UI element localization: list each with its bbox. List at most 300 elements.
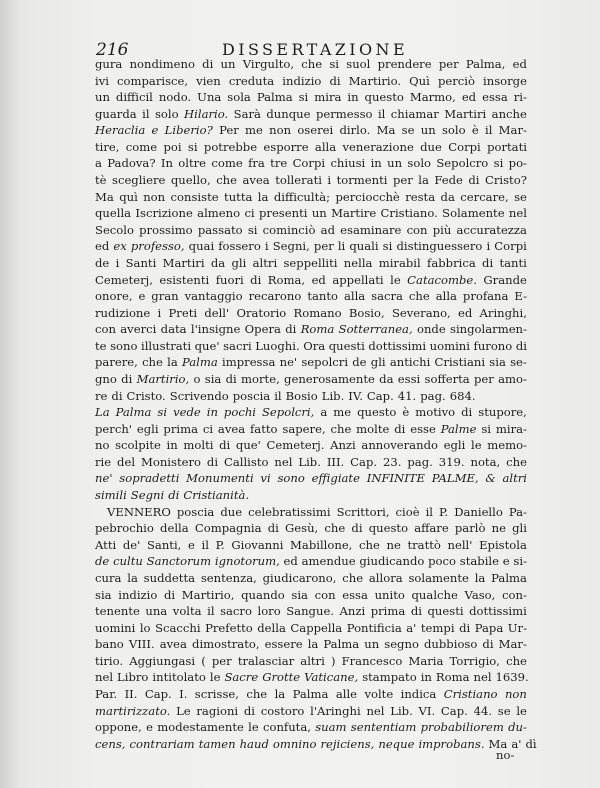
word: P. (439, 504, 449, 519)
word: per (392, 173, 413, 188)
word: Aggiungasi (129, 653, 196, 668)
word: VIII. (128, 637, 155, 652)
italic-word: Cristianità. (183, 488, 250, 503)
word: Padova? (107, 156, 156, 171)
word: Compagnia (194, 521, 262, 536)
word: i (264, 239, 269, 254)
word: segno (384, 637, 419, 652)
word: parlò (454, 521, 486, 536)
word: ivi (95, 73, 109, 88)
word: un (220, 57, 236, 71)
word: da (379, 371, 394, 386)
word: Roma, (267, 272, 306, 287)
word: Daniello (454, 504, 503, 519)
italic-word: contrariam (129, 736, 195, 751)
word: questo (368, 521, 409, 536)
word: poscia (176, 504, 215, 519)
word: che (301, 57, 323, 71)
word: perch' (95, 421, 132, 436)
word: furono (473, 338, 513, 353)
word: in (420, 670, 432, 685)
word: amendue (301, 554, 356, 569)
word: volte (364, 686, 394, 701)
word: quella (95, 206, 132, 221)
word: Una (197, 90, 222, 105)
word: chiusi (330, 156, 366, 171)
word: Corpi (494, 239, 527, 254)
word: esse (410, 421, 436, 436)
text-line (95, 371, 527, 388)
word: Giovanni (231, 537, 284, 552)
word: che (246, 686, 268, 701)
word: sentenza, (200, 570, 257, 585)
word: alla (314, 139, 337, 154)
word: le (470, 438, 482, 453)
word: tirio. (95, 653, 124, 668)
word: per (473, 371, 494, 386)
word: una (145, 604, 168, 619)
word: Atti (95, 537, 117, 552)
word: Fede (434, 173, 463, 188)
word: rudizione (95, 305, 151, 320)
word: scrisse, (194, 686, 239, 701)
text-line (95, 139, 527, 156)
italic-word: Monumenti (186, 471, 254, 486)
word: la (167, 355, 178, 370)
italic-word: neque (378, 736, 415, 751)
italic-word: Heraclia (95, 123, 146, 138)
word: Corpi (448, 139, 481, 154)
word: in (370, 156, 382, 171)
text-line (95, 421, 527, 438)
word: singolarmen- (450, 322, 527, 337)
word: dubbioso (424, 637, 478, 652)
word: Scrivendo (169, 388, 229, 403)
word: ed (461, 90, 477, 105)
word: Martirio, (181, 587, 235, 602)
word: indizio (282, 73, 322, 88)
word: Virgulto, (242, 57, 295, 71)
italic-word: PALME, (431, 471, 479, 486)
page-number: 216 (96, 40, 129, 60)
word: lo (139, 620, 151, 635)
punctuation: , (121, 736, 126, 751)
word: sepolcri (301, 355, 349, 370)
word: altri (300, 653, 325, 668)
word: oppone, (95, 720, 142, 735)
word: due (420, 139, 442, 154)
text-line (95, 205, 527, 222)
word: come (125, 139, 158, 154)
word: di (164, 587, 176, 602)
text-line (95, 653, 527, 670)
word: o (193, 371, 201, 386)
word: qualche (411, 587, 458, 602)
word: molte (356, 421, 390, 436)
word: il (377, 106, 386, 121)
word: stabile (459, 554, 499, 569)
italic-word: cens, (95, 736, 126, 751)
word: Cap. (144, 686, 172, 701)
word: la (474, 570, 486, 585)
word: 23. (382, 454, 402, 469)
word: bano (95, 637, 124, 652)
word: ed (95, 239, 110, 254)
word: passato (197, 222, 243, 237)
word: Cristiano. (380, 206, 438, 221)
italic-word: non (504, 686, 527, 701)
punctuation: , (408, 322, 413, 337)
italic-word: martirizzato. (95, 703, 171, 718)
word: Cristo. (126, 388, 166, 403)
word: morte, (241, 371, 280, 386)
word: avea (159, 637, 187, 652)
word: avea (217, 421, 246, 436)
word: cominciò (262, 222, 316, 237)
word: de' (122, 537, 141, 552)
word: quì (119, 189, 138, 204)
text-line (95, 404, 527, 421)
italic-word: suam (315, 720, 347, 735)
word: P. (215, 537, 225, 552)
word: si- (513, 554, 527, 569)
word: E- (514, 289, 527, 304)
word: nondimeno (129, 57, 195, 71)
word: nel (95, 670, 114, 685)
text-line (95, 520, 527, 537)
italic-word: ne' (95, 471, 113, 486)
word: permesso (315, 106, 373, 121)
word: che (342, 570, 364, 585)
word: Cristo? (484, 173, 527, 188)
word: di (394, 421, 406, 436)
word: sacro (220, 604, 252, 619)
word: Vaso, (464, 587, 496, 602)
word: un (311, 206, 327, 221)
word: que' (235, 438, 261, 453)
punctuation: . (473, 272, 477, 287)
word: Solamente (442, 206, 505, 221)
text-line (95, 172, 527, 189)
word: 319. (438, 454, 465, 469)
word: per (313, 239, 334, 254)
text-line (95, 56, 527, 73)
text-line (95, 238, 527, 255)
word: Mar- (498, 123, 527, 138)
word: un (364, 637, 380, 652)
word: me (245, 123, 263, 138)
word: presenti (258, 206, 308, 221)
word: Sarà (233, 106, 261, 121)
word: onore, (95, 289, 133, 304)
word: il (142, 106, 150, 121)
word: che (506, 653, 527, 668)
text-line (95, 288, 527, 305)
word: IV. (348, 388, 363, 403)
text-line (95, 437, 527, 454)
punctuation: , (310, 405, 315, 420)
word: altri (252, 255, 278, 270)
word: di (461, 405, 473, 420)
word: i (327, 173, 332, 188)
word: la (257, 189, 269, 204)
word: questi (427, 604, 464, 619)
word: modestamente (157, 720, 244, 735)
word: giudicando (359, 554, 425, 569)
word: Segni, (272, 239, 310, 254)
word: di (121, 371, 133, 386)
word: che (330, 421, 352, 436)
word: si (382, 239, 393, 254)
word: scegliere (112, 173, 166, 188)
word: che (359, 537, 380, 552)
word: gli (370, 355, 386, 370)
word: di (459, 620, 471, 635)
word: VI. (418, 703, 436, 718)
word: de (352, 355, 367, 370)
word: indizio (118, 587, 158, 602)
word: dell' (204, 305, 230, 320)
word: suol (346, 57, 371, 71)
italic-word: Palme (440, 421, 477, 436)
word: di (515, 338, 527, 353)
word: Anzi (339, 604, 366, 619)
word: ) (330, 653, 336, 668)
word: Cap. (440, 703, 468, 718)
word: indica (400, 686, 437, 701)
word: almeno (197, 206, 241, 221)
word: quando (241, 587, 285, 602)
word: Secolo (95, 222, 134, 237)
word: gli (512, 521, 527, 536)
punctuation: , (180, 239, 185, 254)
word: tenente (95, 604, 140, 619)
text-line (95, 470, 527, 487)
word: solo (407, 156, 432, 171)
word: di (329, 73, 341, 88)
text-line (95, 487, 527, 504)
word: si (247, 222, 258, 237)
word: Lib. (390, 703, 413, 718)
word: per (211, 653, 232, 668)
italic-word: ex (113, 239, 127, 254)
italic-word: Sepolcri, (261, 405, 315, 420)
word: il (425, 504, 434, 519)
word: perciocchè (335, 189, 400, 204)
word: Scacchi (155, 620, 201, 635)
word: tralasciar (237, 653, 295, 668)
word: ci (244, 206, 255, 221)
word: nell' (447, 537, 473, 552)
word: due (220, 504, 243, 519)
word: a' (406, 620, 417, 635)
word: Ma (488, 736, 508, 751)
word: i (157, 305, 162, 320)
word: nel (274, 454, 293, 469)
word: 684. (449, 388, 476, 403)
word: che (324, 521, 346, 536)
word: poi (163, 139, 182, 154)
word: loro (257, 604, 281, 619)
word: Lib. (321, 388, 345, 403)
word: Per (219, 123, 239, 138)
word: questo (364, 90, 404, 105)
italic-word: Palma (115, 405, 152, 420)
word: essa (342, 587, 368, 602)
italic-word: haud (239, 736, 269, 751)
word: si (187, 139, 198, 154)
punctuation: , (370, 736, 375, 751)
word: Opera (244, 322, 281, 337)
word: se (401, 123, 415, 138)
text-line (95, 305, 527, 322)
word: Francesco (341, 653, 403, 668)
italic-word: Sacre (224, 670, 259, 685)
word: fra (248, 156, 265, 171)
word: mira- (495, 421, 527, 436)
word: Prefetto (205, 620, 253, 635)
word: quai (188, 239, 215, 254)
word: comparisce, (117, 73, 189, 88)
word: vien (196, 73, 221, 88)
word: vantaggio (184, 289, 243, 304)
word: Martirio. (348, 73, 402, 88)
punctuation: . (166, 703, 171, 718)
word: generosamente (284, 371, 375, 386)
italic-word: sententiam (350, 720, 417, 735)
word: della (160, 521, 189, 536)
word: annoverando (361, 438, 438, 453)
italic-word: si (157, 405, 168, 420)
word: Palma (323, 637, 360, 652)
italic-word: Palma (181, 355, 218, 370)
word: molti (183, 438, 214, 453)
word: di (206, 454, 219, 469)
word: potrebbe (203, 139, 258, 154)
word: profana (462, 289, 509, 304)
word: tre (270, 156, 288, 171)
word: pag. (407, 454, 433, 469)
word: giudicarono, (262, 570, 337, 585)
word: Roma (435, 670, 470, 685)
text-line (95, 106, 527, 123)
text-line (95, 122, 527, 139)
word: egli (136, 421, 159, 436)
word: seppelliti (283, 255, 338, 270)
word: dottissimi (469, 604, 527, 619)
word: Cap. (350, 454, 378, 469)
italic-word: tamen (198, 736, 236, 751)
word: dì (525, 736, 537, 751)
word: gno (95, 371, 117, 386)
word: unito (374, 587, 405, 602)
word: Pa- (508, 504, 527, 519)
word: Cristiani (434, 355, 486, 370)
word: un (387, 156, 403, 171)
word: i (486, 239, 491, 254)
word: Papa (474, 620, 504, 635)
word: amo- (498, 371, 527, 386)
word: se (514, 189, 527, 204)
word: que' (194, 338, 220, 353)
word: prima (370, 604, 406, 619)
word: I. (179, 686, 188, 701)
word: tè (95, 173, 107, 188)
word: Epistola (479, 537, 527, 552)
italic-word: probabiliorem (420, 720, 504, 735)
word: esporre (263, 139, 309, 154)
word: fatto (250, 421, 278, 436)
word: la (274, 686, 286, 701)
word: mirabil (378, 255, 421, 270)
word: con- (502, 587, 527, 602)
text-line (95, 537, 527, 554)
word: sacra (371, 289, 403, 304)
word: III. (326, 454, 345, 469)
word: l'insigne (190, 322, 241, 337)
italic-word: sopradetti (119, 471, 180, 486)
word: del (117, 454, 136, 469)
word: antichi (389, 355, 431, 370)
italic-word: du- (508, 720, 527, 735)
word: avea (242, 173, 270, 188)
word: da (210, 255, 226, 270)
word: me (333, 405, 352, 420)
word: Callisto (223, 454, 269, 469)
text-line (95, 603, 527, 620)
italic-word: Sotterranea, (338, 322, 413, 337)
italic-word: INFINITE (366, 471, 426, 486)
word: Anzi (330, 438, 356, 453)
word: Maria (408, 653, 444, 668)
word: dunque (266, 106, 311, 121)
word: Cappella (290, 620, 343, 635)
word: Le (176, 703, 191, 718)
word: prendere (377, 57, 432, 71)
word: mira (314, 90, 342, 105)
word: intitolato (152, 670, 206, 685)
word: illustrati (141, 338, 192, 353)
word: creduta (228, 73, 275, 88)
word: Martiri (162, 255, 205, 270)
word: ne (386, 537, 401, 552)
italic-word: pochi (223, 405, 256, 420)
text-line (95, 155, 527, 172)
word: di (285, 322, 297, 337)
word: è (471, 123, 479, 138)
word: tempi (420, 620, 455, 635)
word: in (166, 438, 178, 453)
word: resta (405, 189, 436, 204)
word: Cemeterj. (266, 438, 325, 453)
word: Par. (95, 686, 118, 701)
word: gran (151, 289, 179, 304)
punctuation: . (224, 106, 229, 121)
word: po- (508, 156, 527, 171)
word: sia (489, 355, 506, 370)
word: di (243, 703, 256, 718)
word: a (95, 156, 102, 171)
word: essa (482, 90, 508, 105)
word: Palma (292, 686, 329, 701)
word: Marmo, (409, 90, 456, 105)
word: è (402, 405, 410, 420)
word: Oratorio (236, 305, 287, 320)
word: ne (491, 521, 506, 536)
word: più (432, 222, 452, 237)
word: sola (227, 90, 251, 105)
word: sia (204, 371, 222, 386)
